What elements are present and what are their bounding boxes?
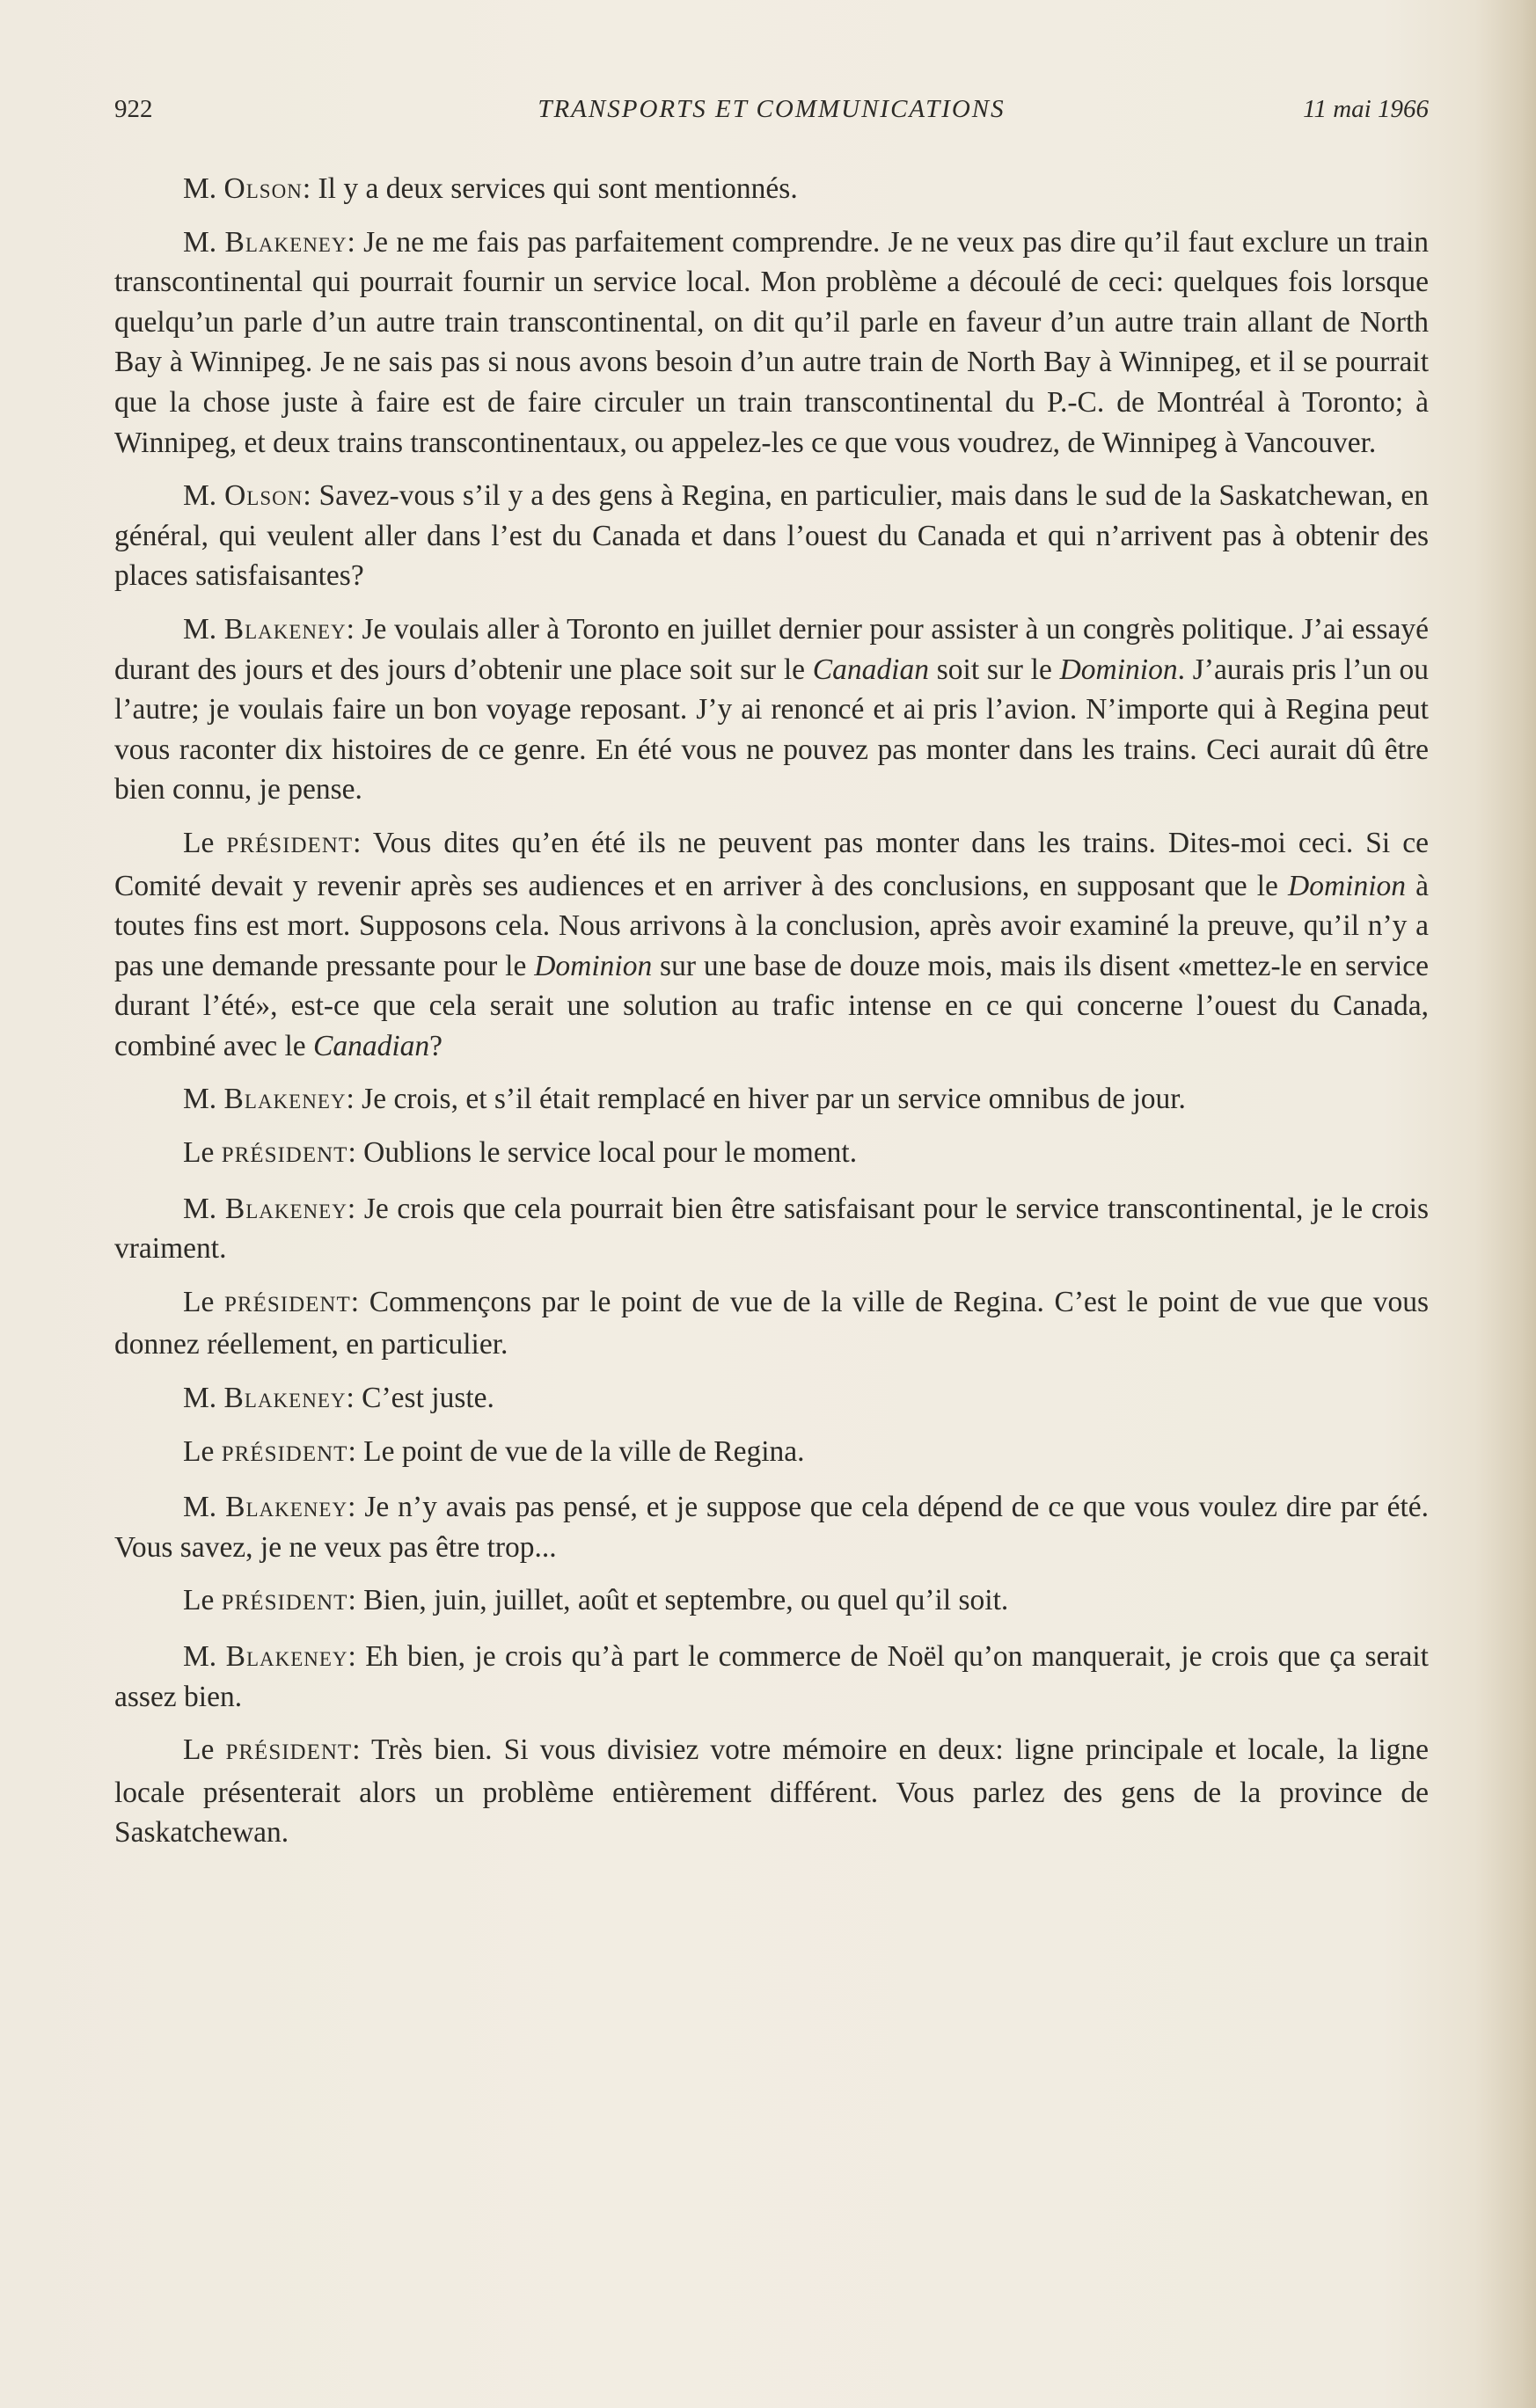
speech-text: Je crois que cela pourrait bien être satisfaisant pour le service transcontinental, je le crois vraiment. xyxy=(114,1192,1429,1266)
speaker-name: Olson xyxy=(223,172,303,205)
transcript-paragraph: Le PRÉSIDENT: Oublions le service local pour le moment. xyxy=(183,1136,858,1170)
transcript-paragraph: M. Olson: Savez-vous s’il y a des gens à Regina, en particulier, mais dans le sud de la Saskatchewan, en général, qui veulent aller dans l’est du Canada et dans l’ouest du Canada et qui n’arrivent pas à obtenir des places satisfaisantes? xyxy=(114,479,1430,593)
speech-text: Bien, juin, juillet, août et septembre, ou quel qu’il soit. xyxy=(363,1584,1009,1617)
speech-text: Je n’y avais pas pensé, et je suppose que cela dépend de ce que vous voulez dire par été. Vous savez, je ne veux pas être trop... xyxy=(114,1491,1429,1564)
speaker-name: Blakeney xyxy=(223,612,347,646)
speaker-name: PRÉSIDENT xyxy=(225,1740,353,1765)
speech-text: Savez-vous s’il y a des gens à Regina, en particulier, mais dans le sud de la Saskatchewan, en général, qui veulent aller dans l’est du Canada et dans l’ouest du Canada et qui n’arrivent pas à obtenir des places satisfaisantes? xyxy=(114,479,1430,593)
header-date: 11 mai 1966 xyxy=(1303,95,1429,123)
speaker-name: PRÉSIDENT xyxy=(226,833,354,857)
speaker-name: Blakeney xyxy=(224,1192,347,1225)
speaker-title: Le xyxy=(183,1434,215,1468)
speech-text: Je voulais aller à Toronto en juillet dernier pour assister à un congrès politique. J’ai essayé durant des jours et des jours d’obtenir une place soit sur le Canadian soit sur le Dominion. J’aurais pris l’un ou l’autre; je voulais faire un bon voyage reposant. J’y ai renoncé et ai pris l’avion. N’importe qui à Regina peut vous raconter dix histoires de ce genre. En été vous ne pouvez pas monter dans les trains. Ceci aurait dû être bien connu, je pense. xyxy=(114,612,1430,806)
transcript-paragraph: Le PRÉSIDENT: Commençons par le point de vue de la ville de Regina. C’est le point de vue que vous donnez réellement, en particulier. xyxy=(114,1285,1430,1361)
speaker-title: M. xyxy=(183,1640,217,1673)
speaker-name: Blakeney xyxy=(225,1640,348,1673)
transcript-paragraph: M. Blakeney: Eh bien, je crois qu’à part le commerce de Noël qu’on manquerait, je crois que ça serait assez bien. xyxy=(114,1640,1429,1713)
speech-text: Je crois, et s’il était remplacé en hiver par un service omnibus de jour. xyxy=(362,1083,1186,1116)
speaker-title: M. xyxy=(183,172,217,205)
speaker-name: PRÉSIDENT xyxy=(221,1441,348,1466)
speech-text: C’est juste. xyxy=(362,1382,494,1415)
speech-text: Le point de vue de la ville de Regina. xyxy=(363,1434,805,1468)
transcript-paragraph: M. Blakeney: Je n’y avais pas pensé, et je suppose que cela dépend de ce que vous voulez dire par été. Vous savez, je ne veux pas être trop... xyxy=(114,1491,1429,1564)
page-number: 922 xyxy=(114,95,153,123)
speaker-name: Blakeney xyxy=(225,1491,348,1524)
speaker-title: M. xyxy=(183,1192,217,1225)
transcript-paragraph: M. Blakeney: C’est juste. xyxy=(183,1382,494,1415)
speech-text: Il y a deux services qui sont mentionnés. xyxy=(318,172,798,205)
speech-text: Je ne me fais pas parfaitement comprendre. Je ne veux pas dire qu’il faut exclure un train transcontinental qui pourrait fournir un service local. Mon problème a découlé de ceci: quelques fois lorsque quelqu’un parle d’un autre train transcontinental, on dit qu’il parle en faveur d’un autre train allant de North Bay à Winnipeg. Je ne sais pas si nous avons besoin d’un autre train de North Bay à Winnipeg, et il se pourrait que la chose juste à faire est de faire circuler un train transcontinental du P.-C. de Montréal à Toronto; à Winnipeg, et deux trains transcontinentaux, ou appelez-les ce que vous voudrez, de Winnipeg à Vancouver. xyxy=(114,225,1430,459)
running-header xyxy=(114,95,1429,134)
transcript-paragraph: Le PRÉSIDENT: Vous dites qu’en été ils ne peuvent pas monter dans les trains. Dites-moi ceci. Si ce Comité devait y revenir après ses audiences et en arriver à des conclusions, en supposant que le Dominion à toutes fins est mort. Supposons cela. Nous arrivons à la conclusion, après avoir examiné la preuve, qu’il n’y a pas une demande pressante pour le Dominion sur une base de douze mois, mais ils disent «mettez-le en service durant l’été», est-ce que cela serait une solution au trafic intense en ce qui concerne l’ouest du Canada, combiné avec le Canadian? xyxy=(114,826,1430,1062)
speaker-title: M. xyxy=(183,1083,217,1116)
speech-text: Vous dites qu’en été ils ne peuvent pas monter dans les trains. Dites-moi ceci. Si ce Comité devait y revenir après ses audiences et en arriver à des conclusions, en supposant que le Dominion à toutes fins est mort. Supposons cela. Nous arrivons à la conclusion, après avoir examiné la preuve, qu’il n’y a pas une demande pressante pour le Dominion sur une base de douze mois, mais ils disent «mettez-le en service durant l’été», est-ce que cela serait une solution au trafic intense en ce qui concerne l’ouest du Canada, combiné avec le Canadian? xyxy=(114,826,1430,1062)
speaker-title: Le xyxy=(183,1136,215,1170)
speaker-title: M. xyxy=(183,1382,217,1415)
transcript-paragraph: M. Blakeney: Je crois, et s’il était remplacé en hiver par un service omnibus de jour. xyxy=(183,1083,1186,1116)
transcript-paragraph: M. Blakeney: Je ne me fais pas parfaitement comprendre. Je ne veux pas dire qu’il faut exclure un train transcontinental qui pourrait fournir un service local. Mon problème a découlé de ceci: quelques fois lorsque quelqu’un parle d’un autre train transcontinental, on dit qu’il parle en faveur d’un autre train allant de North Bay à Winnipeg. Je ne sais pas si nous avons besoin d’un autre train de North Bay à Winnipeg, et il se pourrait que la chose juste à faire est de faire circuler un train transcontinental du P.-C. de Montréal à Toronto; à Winnipeg, et deux trains transcontinentaux, ou appelez-les ce que vous voudrez, de Winnipeg à Vancouver. xyxy=(114,225,1430,459)
speech-text: Eh bien, je crois qu’à part le commerce de Noël qu’on manquerait, je crois que ça serait assez bien. xyxy=(114,1640,1429,1713)
transcript-paragraph: Le PRÉSIDENT: Très bien. Si vous divisiez votre mémoire en deux: ligne principale et locale, la ligne locale présenterait alors un problème entièrement différent. Vous parlez des gens de la province de Saskatchewan. xyxy=(114,1733,1430,1850)
transcript-paragraph: Le PRÉSIDENT: Bien, juin, juillet, août et septembre, ou quel qu’il soit. xyxy=(183,1584,1009,1617)
speech-text: Très bien. Si vous divisiez votre mémoire en deux: ligne principale et locale, la ligne locale présenterait alors un problème entièrement différent. Vous parlez des gens de la province de Saskatchewan. xyxy=(114,1733,1430,1850)
speaker-name: Blakeney xyxy=(223,1083,347,1116)
speech-text: Commençons par le point de vue de la ville de Regina. C’est le point de vue que vous donnez réellement, en particulier. xyxy=(114,1285,1430,1361)
transcript-paragraph: M. Blakeney: Je crois que cela pourrait bien être satisfaisant pour le service transcontinental, je le crois vraiment. xyxy=(114,1192,1429,1266)
speaker-title: Le xyxy=(183,1285,215,1318)
running-title: TRANSPORTS ET COMMUNICATIONS xyxy=(538,95,1006,123)
speaker-name: PRÉSIDENT xyxy=(224,1292,351,1317)
speaker-name: PRÉSIDENT xyxy=(221,1143,348,1168)
speaker-name: Olson xyxy=(224,479,304,513)
speech-text: Oublions le service local pour le moment. xyxy=(363,1136,858,1170)
transcript-paragraph: Le PRÉSIDENT: Le point de vue de la ville de Regina. xyxy=(183,1434,805,1468)
transcript-paragraph: M. Blakeney: Je voulais aller à Toronto en juillet dernier pour assister à un congrès politique. J’ai essayé durant des jours et des jours d’obtenir une place soit sur le Canadian soit sur le Dominion. J’aurais pris l’un ou l’autre; je voulais faire un bon voyage reposant. J’y ai renoncé et ai pris l’avion. N’importe qui à Regina peut vous raconter dix histoires de ce genre. En été vous ne pouvez pas monter dans les trains. Ceci aurait dû être bien connu, je pense. xyxy=(114,612,1430,806)
speaker-name: Blakeney xyxy=(223,1382,347,1415)
speaker-title: Le xyxy=(183,1733,215,1767)
speaker-title: M. xyxy=(183,612,217,646)
speaker-title: M. xyxy=(183,225,217,259)
speaker-name: PRÉSIDENT xyxy=(221,1591,348,1616)
speaker-title: M. xyxy=(183,1491,217,1524)
transcript-body xyxy=(114,169,1429,1866)
speaker-title: Le xyxy=(183,1584,215,1617)
speaker-title: Le xyxy=(183,826,215,859)
speaker-title: M. xyxy=(183,479,217,513)
speaker-name: Blakeney xyxy=(224,225,347,259)
transcript-paragraph: M. Olson: Il y a deux services qui sont mentionnés. xyxy=(183,172,798,205)
